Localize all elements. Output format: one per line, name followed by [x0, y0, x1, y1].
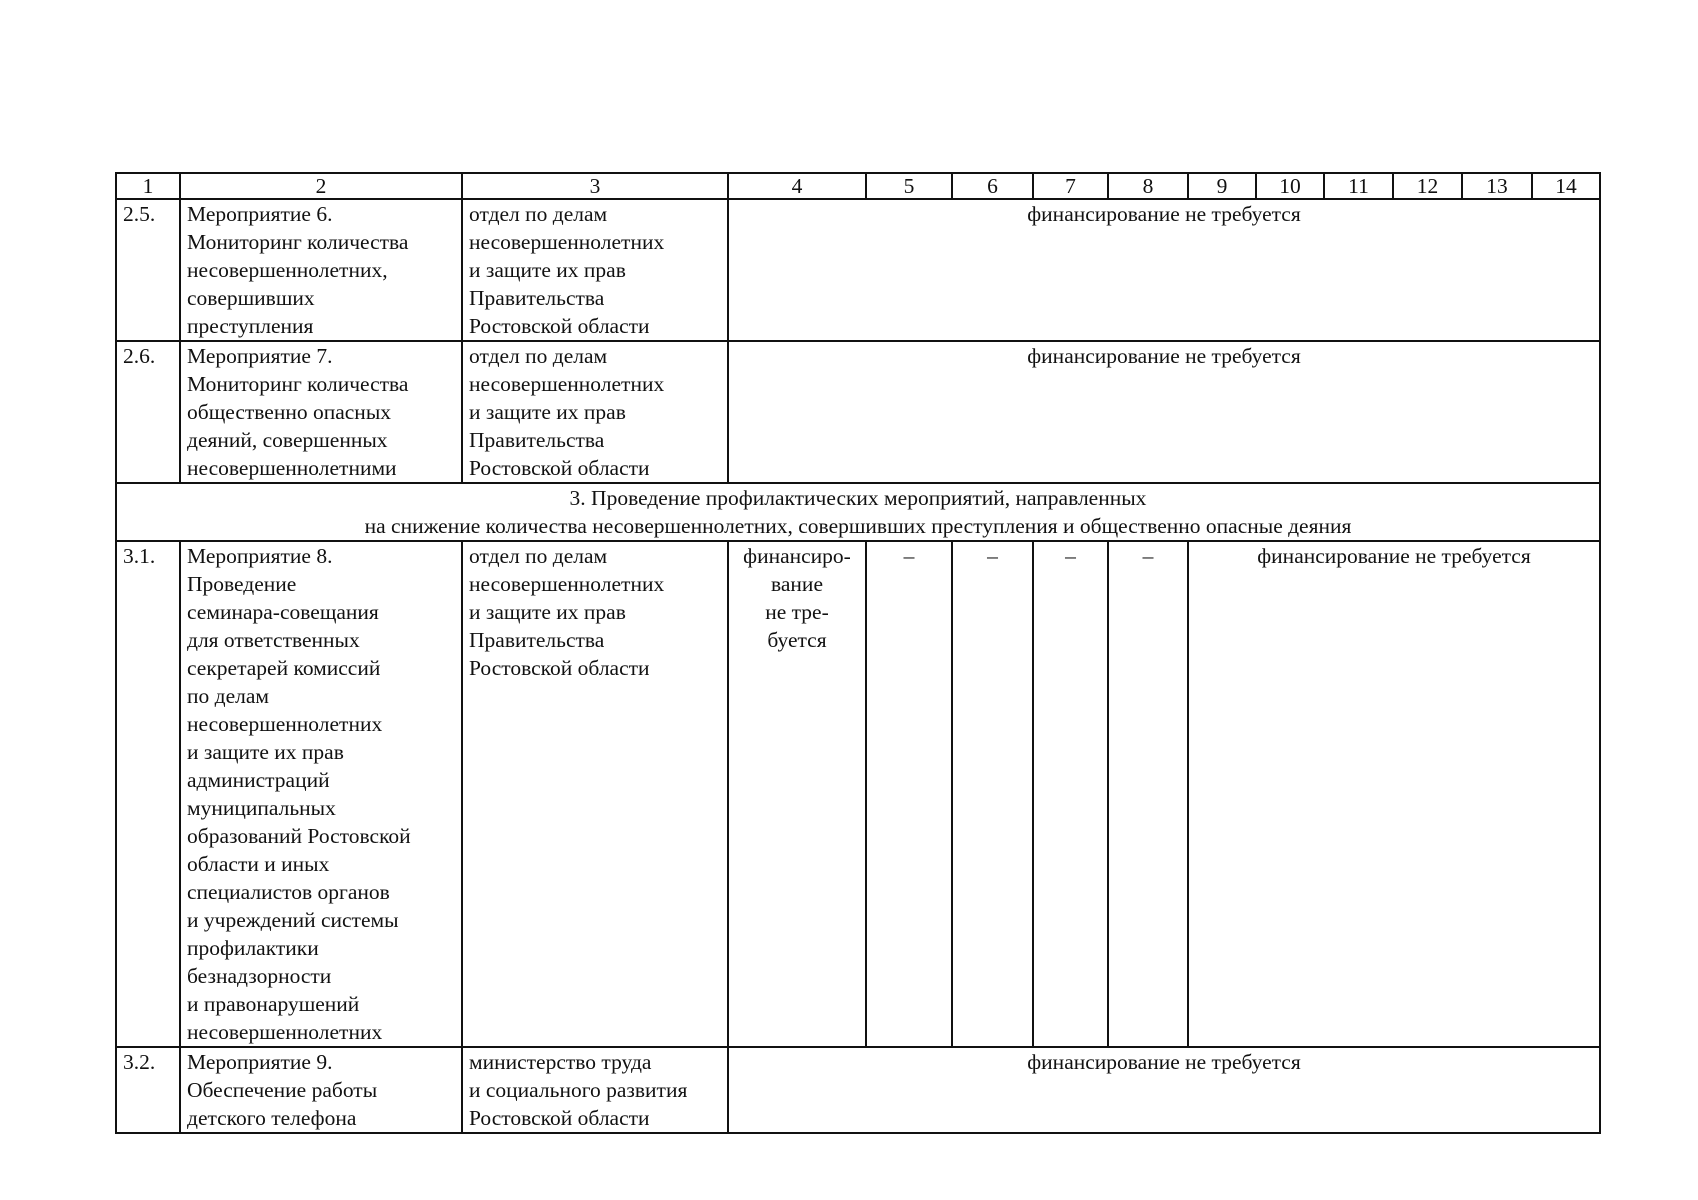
financing-note: финансирование не требуется	[1188, 541, 1600, 1047]
column-number: 1	[116, 173, 180, 199]
executor-cell: отдел по делам несовершеннолетних и защите их прав Правительства Ростовской области	[462, 341, 728, 483]
activity-cell: Мероприятие 8. Проведение семинара-совещания для ответственных секретарей комиссий по делам несовершеннолетних и защите их прав администраций муниципальных образований Ростовской области и иных специалистов органов и учреждений системы профилактики безнадзорности и правонарушений несовершеннолетних	[180, 541, 462, 1047]
column-number-row	[116, 173, 1600, 199]
column-number: 2	[180, 173, 462, 199]
financing-note: финансирование не требуется	[728, 341, 1600, 483]
activity-cell: Мероприятие 9. Обеспечение работы детского телефона	[180, 1047, 462, 1133]
row-number: 2.5.	[116, 199, 180, 341]
table-row	[116, 1047, 1600, 1133]
column-number: 6	[952, 173, 1033, 199]
executor-cell: министерство труда и социального развития Ростовской области	[462, 1047, 728, 1133]
activity-cell: Мероприятие 6. Мониторинг количества несовершеннолетних, совершивших преступления	[180, 199, 462, 341]
column-number: 4	[728, 173, 866, 199]
column-number: 9	[1188, 173, 1256, 199]
column-number: 12	[1393, 173, 1462, 199]
dash-cell: –	[1033, 541, 1108, 1047]
column-number: 14	[1532, 173, 1600, 199]
column-number: 3	[462, 173, 728, 199]
table-row	[116, 341, 1600, 483]
financing-cell-col4: финансиро- вание не тре- буется	[728, 541, 866, 1047]
column-number: 8	[1108, 173, 1188, 199]
column-number: 11	[1324, 173, 1393, 199]
executor-cell: отдел по делам несовершеннолетних и защите их прав Правительства Ростовской области	[462, 541, 728, 1047]
column-number: 13	[1462, 173, 1532, 199]
column-number: 10	[1256, 173, 1324, 199]
column-number: 7	[1033, 173, 1108, 199]
column-number: 5	[866, 173, 952, 199]
table-row	[116, 541, 1600, 1047]
program-table	[115, 172, 1601, 1134]
dash-cell: –	[866, 541, 952, 1047]
section-title: 3. Проведение профилактических мероприятий, направленных на снижение количества несовершеннолетних, совершивших преступления и общественно опасные деяния	[116, 483, 1600, 541]
section-heading-row	[116, 483, 1600, 541]
executor-cell: отдел по делам несовершеннолетних и защите их прав Правительства Ростовской области	[462, 199, 728, 341]
financing-note: финансирование не требуется	[728, 1047, 1600, 1133]
dash-cell: –	[952, 541, 1033, 1047]
row-number: 3.1.	[116, 541, 180, 1047]
financing-note: финансирование не требуется	[728, 199, 1600, 341]
row-number: 2.6.	[116, 341, 180, 483]
dash-cell: –	[1108, 541, 1188, 1047]
row-number: 3.2.	[116, 1047, 180, 1133]
table-row	[116, 199, 1600, 341]
activity-cell: Мероприятие 7. Мониторинг количества общественно опасных деяний, совершенных несовершеннолетними	[180, 341, 462, 483]
